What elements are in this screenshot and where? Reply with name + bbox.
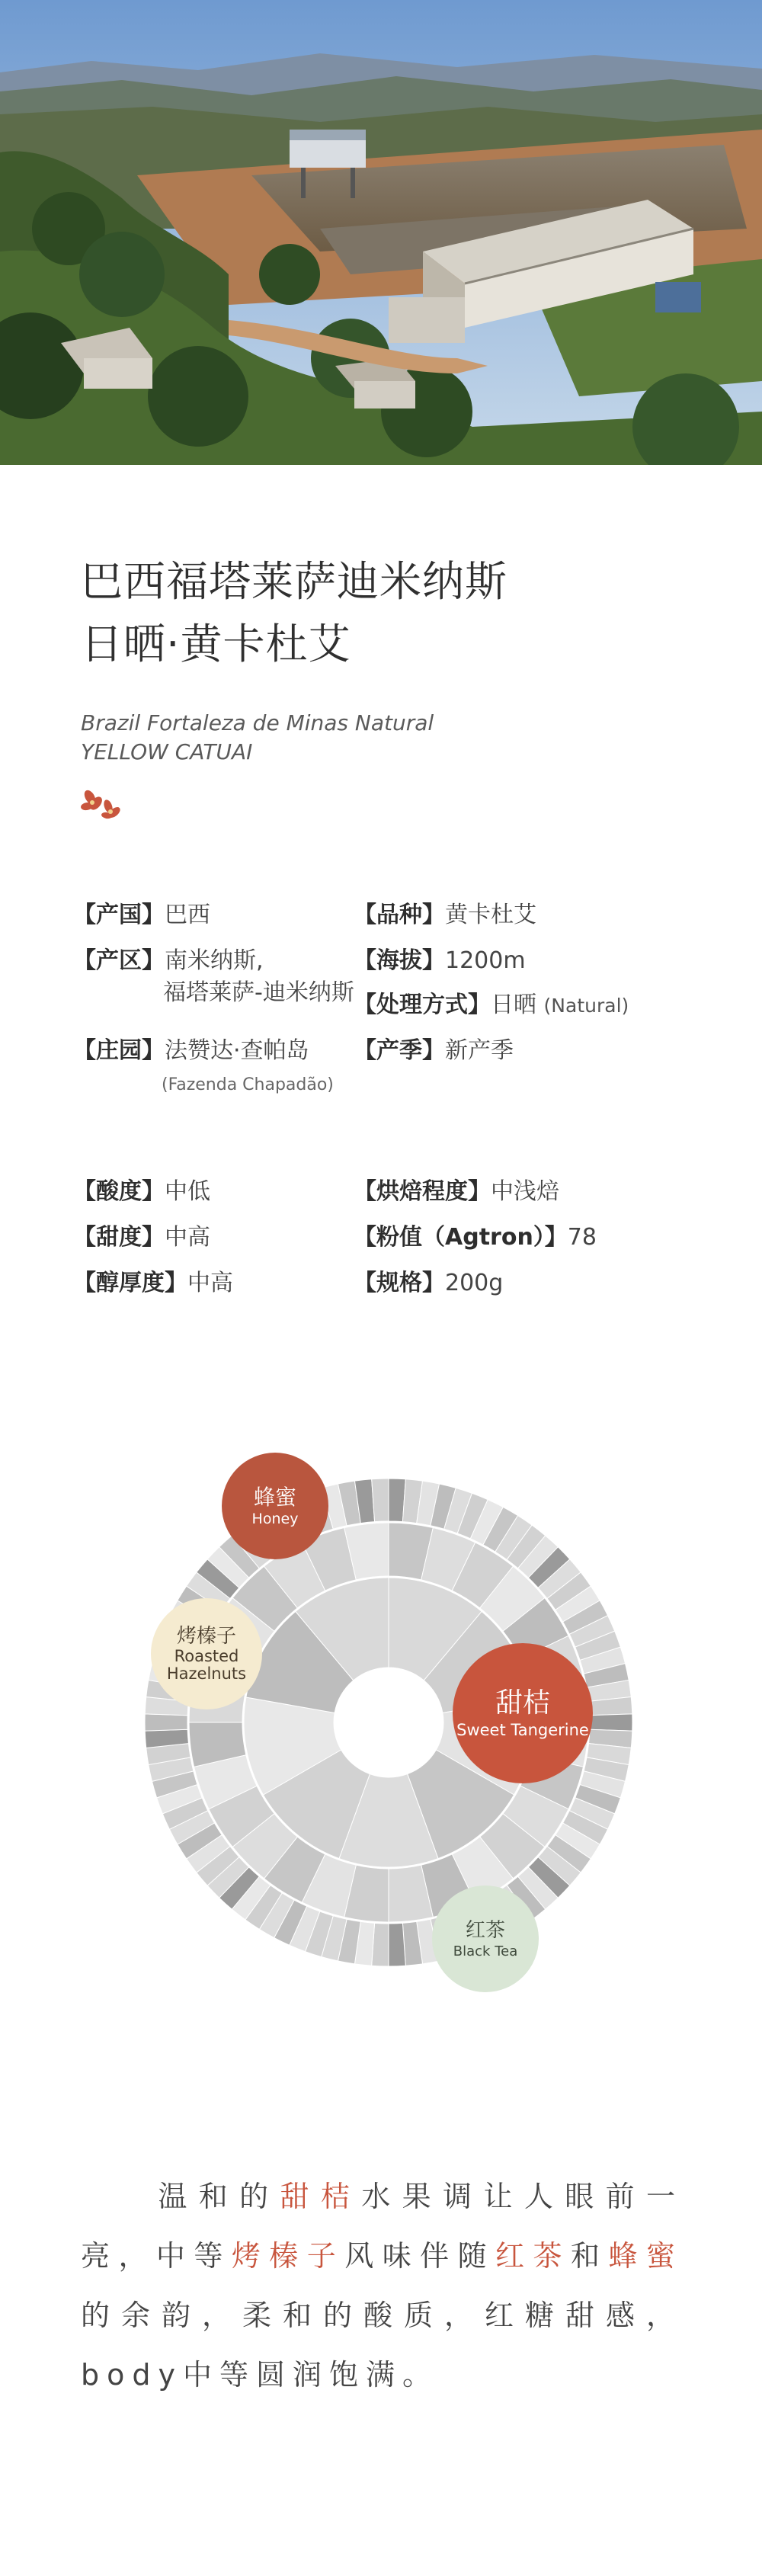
specs-left — [73, 899, 355, 1099]
spec-value: 1200m — [445, 947, 526, 974]
spec-value: 巴西 — [165, 902, 210, 928]
spec-key: 【甜度】 — [73, 1224, 165, 1251]
spec-value: 日晒 — [491, 992, 536, 1018]
flower-icon — [79, 788, 123, 822]
english-name-line1: Brazil Fortaleza de Minas Natural — [81, 710, 434, 735]
spec-value: 中低 — [165, 1178, 210, 1205]
flavor-zh: 蜂蜜 — [253, 1485, 296, 1510]
desc-highlight: 烤榛子 — [231, 2239, 345, 2273]
spec-key: 【产区】 — [73, 947, 165, 974]
flavor-bubble-tangerine — [453, 1643, 593, 1783]
spec-value: 新产季 — [445, 1037, 514, 1064]
spec-row — [73, 1035, 355, 1099]
desc-text: 水果调让人眼前一亮，中等 — [81, 2180, 683, 2273]
desc-highlight: 甜桔 — [280, 2180, 362, 2213]
wheel-center — [335, 1669, 442, 1776]
desc-text: 和 — [571, 2239, 609, 2273]
spec-value: 200g — [445, 1270, 504, 1296]
flavor-en: Hazelnuts — [166, 1664, 247, 1683]
spec-row — [354, 1267, 712, 1299]
spec-key: 【处理方式】 — [354, 992, 491, 1018]
spec-key: 【酸度】 — [73, 1178, 165, 1205]
wheel-outer-segment — [590, 1714, 632, 1731]
flavor-en: Black Tea — [453, 1943, 518, 1959]
flavor-zh: 甜桔 — [495, 1687, 550, 1719]
spec-key: 【庄园】 — [73, 1037, 165, 1064]
spec-row — [73, 1222, 355, 1267]
roast-left — [73, 1176, 355, 1299]
spec-row — [73, 945, 355, 1035]
desc-text: 温和的 — [154, 2180, 280, 2213]
english-name-line2: YELLOW CATUAI — [81, 739, 253, 764]
desc-text: 的余韵，柔和的酸质，红糖甜感，body中等圆润饱满。 — [81, 2299, 683, 2392]
flavor-bubble-honey — [222, 1453, 328, 1559]
spec-value: 78 — [567, 1224, 597, 1251]
spec-note: (Fazenda Chapadão) — [162, 1075, 334, 1094]
spec-key: 【醇厚度】 — [73, 1270, 187, 1296]
roast-right — [354, 1176, 712, 1299]
spec-value: 黄卡杜艾 — [445, 902, 536, 928]
product-title-line1: 巴西福塔莱萨迪米纳斯 — [81, 557, 508, 606]
product-english-name — [81, 709, 690, 767]
spec-row — [354, 945, 704, 989]
specs-right — [354, 899, 704, 1067]
product-title — [81, 550, 690, 675]
spec-value: 中浅焙 — [491, 1178, 559, 1205]
product-title-line2: 日晒·黄卡杜艾 — [81, 620, 351, 668]
description — [81, 2167, 683, 2405]
spec-row — [73, 899, 355, 945]
flavor-en: Roasted — [174, 1647, 239, 1665]
spec-row — [354, 899, 704, 945]
flavor-zh: 烤榛子 — [176, 1625, 236, 1648]
spec-key: 【产国】 — [73, 902, 165, 928]
spec-key: 【产季】 — [354, 1037, 445, 1064]
spec-row — [354, 1176, 712, 1222]
flavor-bubble-hazelnut — [151, 1598, 262, 1709]
spec-row — [354, 1035, 704, 1067]
spec-value: 法赞达·查帕岛 — [165, 1037, 309, 1064]
spec-value: 中高 — [165, 1224, 210, 1251]
spec-key: 【海拔】 — [354, 947, 445, 974]
flavor-en: Sweet Tangerine — [456, 1721, 589, 1739]
flavor-bubble-tea — [432, 1886, 539, 1992]
spec-key: 【规格】 — [354, 1270, 445, 1296]
spec-key: 【粉值（Agtron）】 — [354, 1224, 568, 1251]
spec-key: 【品种】 — [354, 902, 445, 928]
hero-photo — [0, 0, 762, 465]
flavor-en: Honey — [251, 1511, 299, 1527]
wheel-outer-segment — [145, 1714, 187, 1731]
wheel-outer-segment — [389, 1923, 405, 1966]
spec-paren: (Natural) — [543, 995, 629, 1017]
spec-row — [73, 1267, 355, 1299]
spec-value: 南米纳斯, — [165, 947, 264, 974]
spec-row — [354, 989, 704, 1035]
spec-key: 【烘焙程度】 — [354, 1178, 491, 1205]
desc-highlight: 蜂蜜 — [608, 2239, 683, 2273]
spec-value-line2: 福塔莱萨-迪米纳斯 — [163, 979, 354, 1006]
flavor-zh: 红茶 — [465, 1919, 505, 1942]
spec-row — [354, 1222, 712, 1267]
desc-text: 风味伴随 — [344, 2239, 496, 2273]
wheel-outer-segment — [372, 1479, 389, 1522]
desc-highlight: 红茶 — [495, 2239, 571, 2273]
spec-value: 中高 — [187, 1270, 233, 1296]
spec-row — [73, 1176, 355, 1222]
